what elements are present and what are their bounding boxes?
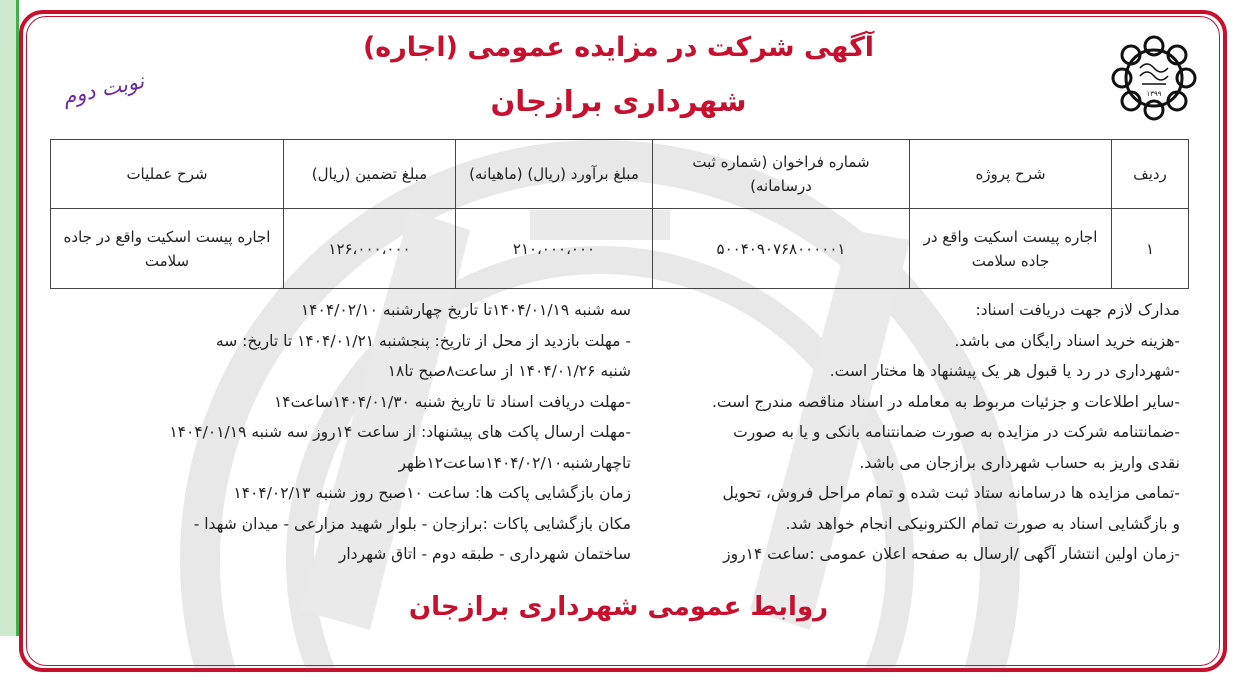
cell-project: اجاره پیست اسکیت واقع در جاده سلامت — [910, 209, 1112, 289]
auction-table — [50, 139, 1189, 289]
cell-operation: اجاره پیست اسکیت واقع در جاده سلامت — [51, 209, 284, 289]
cell-estimate: ۲۱۰،۰۰۰،۰۰۰ — [456, 209, 653, 289]
header-project: شرح پروژه — [910, 140, 1112, 209]
text-line: -مهلت دریافت اسناد تا تاریخ شنبه ۱۴۰۴/۰۱/۳۰ساعت۱۴ — [273, 392, 631, 411]
text-line: مدارک لازم جهت دریافت اسناد: — [975, 301, 1180, 319]
cell-guarantee: ۱۲۶،۰۰۰،۰۰۰ — [284, 209, 456, 289]
text-line: -شهرداری در رد یا قبول هر یک پیشنهاد ها مختار است. — [829, 362, 1180, 380]
text-line: مکان بازگشایی پاکات :برازجان - بلوار شهید مزارعی - میدان شهدا - — [193, 514, 631, 533]
header-call-no: شماره فراخوان (شماره ثبت درسامانه) — [653, 140, 910, 209]
text-line: و بازگشایی اسناد به صورت تمام الکترونیکی انجام خواهد شد. — [785, 514, 1180, 533]
cell-call-no: ۵۰۰۴۰۹۰۷۶۸۰۰۰۰۰۱ — [653, 209, 910, 289]
footer-signature: روابط عمومی شهرداری برازجان — [408, 592, 829, 622]
text-line: زمان بازگشایی پاکت ها: ساعت ۱۰صبح روز شنبه ۱۴۰۴/۰۲/۱۳ — [233, 484, 631, 502]
table-header-row — [51, 140, 1189, 209]
header-row-no: ردیف — [1112, 140, 1189, 209]
svg-text:نوبت دوم: نوبت دوم — [60, 68, 147, 110]
table-row — [51, 209, 1189, 289]
svg-text:۱۳۹۹: ۱۳۹۹ — [1146, 90, 1162, 98]
schedule-column — [51, 295, 631, 570]
text-line: شنبه ۱۴۰۴/۰۱/۲۶ از ساعت۸صبح تا۱۸ — [387, 362, 631, 380]
text-line: سه شنبه ۱۴۰۴/۰۱/۱۹تا تاریخ چهارشنبه ۱۴۰۴/۰۲/۱۰ — [300, 301, 631, 319]
text-line: ساختمان شهرداری - طبقه دوم - اتاق شهردار — [338, 545, 631, 563]
text-line: -زمان اولین انتشار آگهی /ارسال به صفحه اعلان عمومی :ساعت ۱۴روز — [723, 545, 1180, 563]
header-guarantee: مبلغ تضمین (ریال) — [284, 140, 456, 209]
text-line: -سایر اطلاعات و جزئیات مربوط به معامله در اسناد مناقصه مندرج است. — [711, 392, 1180, 411]
notice-subtitle: شهرداری برازجان — [490, 84, 747, 118]
text-line: -هزینه خرید اسناد رایگان می باشد. — [954, 331, 1180, 350]
cell-row-no: ۱ — [1112, 209, 1189, 289]
header-estimate: مبلغ برآورد (ریال) (ماهیانه) — [456, 140, 653, 209]
text-line: تاچهارشنبه۱۴۰۴/۰۲/۱۰ساعت۱۲ظهر — [398, 453, 631, 472]
text-line: - مهلت بازدید از محل از تاریخ: پنجشنبه ۱۴۰۴/۰۱/۲۱ تا تاریخ: سه — [215, 331, 631, 350]
text-line: -مهلت ارسال پاکت های پیشنهاد: از ساعت ۱۴روز سه شنبه ۱۴۰۴/۰۱/۱۹ — [169, 423, 631, 441]
requirements-column — [620, 295, 1180, 570]
text-line: -ضمانتنامه شرکت در مزایده به صورت ضمانتنامه بانکی و یا به صورت — [733, 423, 1180, 441]
header-operation: شرح عملیات — [51, 140, 284, 209]
notice-title: آگهی شرکت در مزایده عمومی (اجاره) — [362, 32, 875, 63]
text-line: -تمامی مزایده ها درسامانه ستاد ثبت شده و تمام مراحل فروش، تحویل — [722, 484, 1180, 502]
text-line: نقدی واریز به حساب شهرداری برازجان می باشد. — [859, 453, 1180, 472]
